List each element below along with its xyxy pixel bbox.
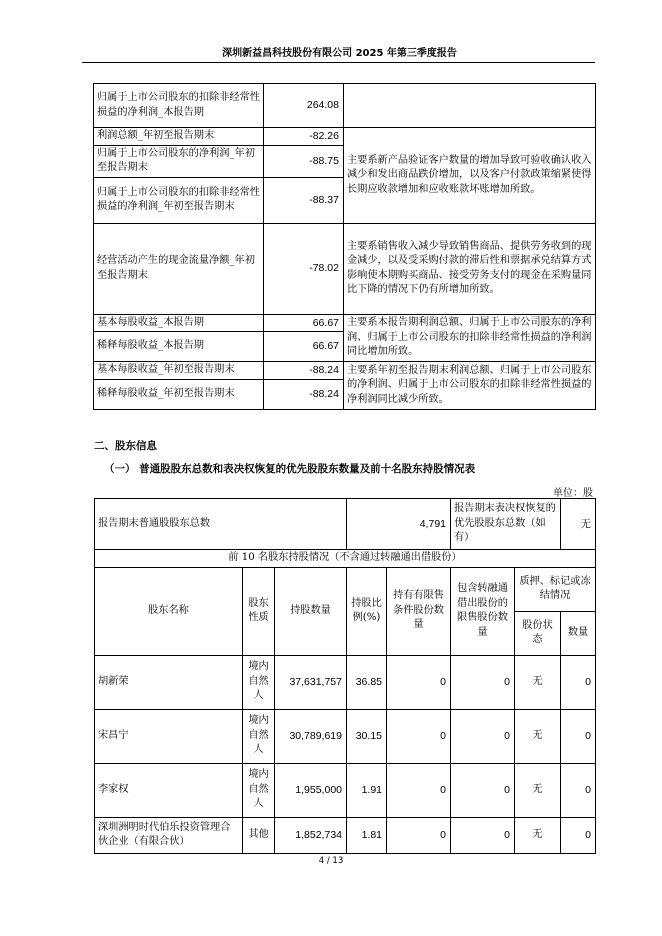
table-row <box>95 567 596 611</box>
shareholder-lent: 0 <box>451 817 515 853</box>
item-label: 基本每股收益_年初至报告期末 <box>94 362 264 380</box>
shareholder-shares: 30,789,619 <box>275 709 347 763</box>
shareholder-status: 无 <box>515 763 561 817</box>
table-row <box>94 223 596 314</box>
empty-cell <box>344 84 596 128</box>
shareholder-status: 无 <box>515 655 561 709</box>
change-reason-table <box>93 83 596 410</box>
item-label: 归属于上市公司股东的扣除非经常性损益的净利润_本报告期 <box>94 84 264 128</box>
item-value: -88.24 <box>264 362 344 380</box>
table-row <box>94 84 596 128</box>
shareholder-ratio: 1.81 <box>347 817 387 853</box>
item-value: 66.67 <box>264 314 344 332</box>
page-header: 深圳新益昌科技股份有限公司 2025 年第三季度报告 <box>222 48 457 59</box>
reason-cell: 主要系年初至报告期末利润总额、归属于上市公司股东的净利润、归属于上市公司股东的扣除非经常性损益的净利润同比减少所致。 <box>344 362 596 410</box>
section-title: 二、股东信息 <box>94 440 157 452</box>
header-qty: 数量 <box>561 611 596 655</box>
table-row <box>95 499 596 550</box>
shareholder-shares: 1,955,000 <box>275 763 347 817</box>
header-status: 股份状态 <box>515 611 561 655</box>
top10-caption: 前 10 名股东持股情况（不含通过转融通出借股份） <box>95 550 596 568</box>
section-subtitle: （一） 普通股股东总数和表决权恢复的优先股股东数量及前十名股东持股情况表 <box>104 463 476 475</box>
item-value: -88.75 <box>264 145 344 177</box>
item-label: 经营活动产生的现金流量净额_年初至报告期末 <box>94 223 264 314</box>
table-row <box>95 655 596 709</box>
table-row <box>95 550 596 568</box>
header-name: 股东名称 <box>95 567 243 655</box>
table-row <box>95 817 596 853</box>
table-row <box>95 709 596 763</box>
item-label: 稀释每股收益_年初至报告期末 <box>94 379 264 409</box>
shareholder-status: 无 <box>515 709 561 763</box>
shareholder-ratio: 36.85 <box>347 655 387 709</box>
item-label: 利润总额_年初至报告期末 <box>94 128 264 146</box>
header-rule <box>82 62 595 63</box>
header-ratio: 持股比例(%) <box>347 567 387 655</box>
shareholder-shares: 1,852,734 <box>275 817 347 853</box>
shareholder-name: 深圳洲明时代伯乐投资管理合伙企业（有限合伙） <box>95 817 243 853</box>
item-value: 66.67 <box>264 332 344 362</box>
item-value: -82.26 <box>264 128 344 146</box>
item-label: 归属于上市公司股东的净利润_年初至报告期末 <box>94 145 264 177</box>
shareholder-name: 李家权 <box>95 763 243 817</box>
item-label: 稀释每股收益_本报告期 <box>94 332 264 362</box>
shareholder-ratio: 1.91 <box>347 763 387 817</box>
shareholder-lent: 0 <box>451 763 515 817</box>
item-label: 归属于上市公司股东的扣除非经常性损益的净利润_年初至报告期末 <box>94 177 264 223</box>
shareholder-nature: 境内自然人 <box>243 655 275 709</box>
reason-cell: 主要系新产品验证客户数量的增加导致可验收确认收入减少和发出商品跌价增加，以及客户付款政策缩紧使得长期应收款增加和应收账款坏账增加所致。 <box>344 128 596 224</box>
shareholder-nature: 境内自然人 <box>243 709 275 763</box>
pref-label: 报告期末表决权恢复的优先股股东总数（如有） <box>451 499 561 550</box>
shareholder-shares: 37,631,757 <box>275 655 347 709</box>
unit-label: 单位：股 <box>553 488 593 499</box>
item-value: 264.08 <box>264 84 344 128</box>
table-row <box>94 314 596 332</box>
table-row <box>94 128 596 146</box>
shareholder-name: 宋昌宁 <box>95 709 243 763</box>
table-row <box>94 362 596 380</box>
header-shares: 持股数量 <box>275 567 347 655</box>
table-row <box>95 763 596 817</box>
item-value: -88.24 <box>264 379 344 409</box>
shareholder-restricted: 0 <box>387 655 451 709</box>
shareholder-restricted: 0 <box>387 709 451 763</box>
reason-cell: 主要系本报告期利润总额、归属于上市公司股东的净利润、归属于上市公司股东的扣除非经常性损益的净利润同比增加所致。 <box>344 314 596 362</box>
shareholder-qty: 0 <box>561 763 596 817</box>
shareholder-ratio: 30.15 <box>347 709 387 763</box>
item-label: 基本每股收益_本报告期 <box>94 314 264 332</box>
page-number: 4 / 13 <box>318 856 344 866</box>
shareholder-restricted: 0 <box>387 817 451 853</box>
pref-value: 无 <box>561 499 596 550</box>
shareholder-qty: 0 <box>561 817 596 853</box>
shareholder-restricted: 0 <box>387 763 451 817</box>
header-pledge: 质押、标记或冻结情况 <box>515 567 596 611</box>
item-value: -78.02 <box>264 223 344 314</box>
header-lent: 包含转融通借出股份的限售股份数量 <box>451 567 515 655</box>
shareholder-table <box>94 498 596 854</box>
shareholder-lent: 0 <box>451 655 515 709</box>
shareholder-status: 无 <box>515 817 561 853</box>
shareholder-name: 胡新荣 <box>95 655 243 709</box>
total-value: 4,791 <box>347 499 451 550</box>
reason-cell: 主要系销售收入减少导致销售商品、提供劳务收到的现金减少，以及受采购付款的滞后性和票据承兑结算方式影响使本期购买商品、接受劳务支付的现金在采购量同比下降的情况下仍有所增加所致。 <box>344 223 596 314</box>
item-value: -88.37 <box>264 177 344 223</box>
shareholder-nature: 境内自然人 <box>243 763 275 817</box>
total-label: 报告期末普通股股东总数 <box>95 499 347 550</box>
header-nature: 股东性质 <box>243 567 275 655</box>
shareholder-nature: 其他 <box>243 817 275 853</box>
shareholder-lent: 0 <box>451 709 515 763</box>
shareholder-qty: 0 <box>561 655 596 709</box>
shareholder-qty: 0 <box>561 709 596 763</box>
header-restricted: 持有有限售条件股份数量 <box>387 567 451 655</box>
